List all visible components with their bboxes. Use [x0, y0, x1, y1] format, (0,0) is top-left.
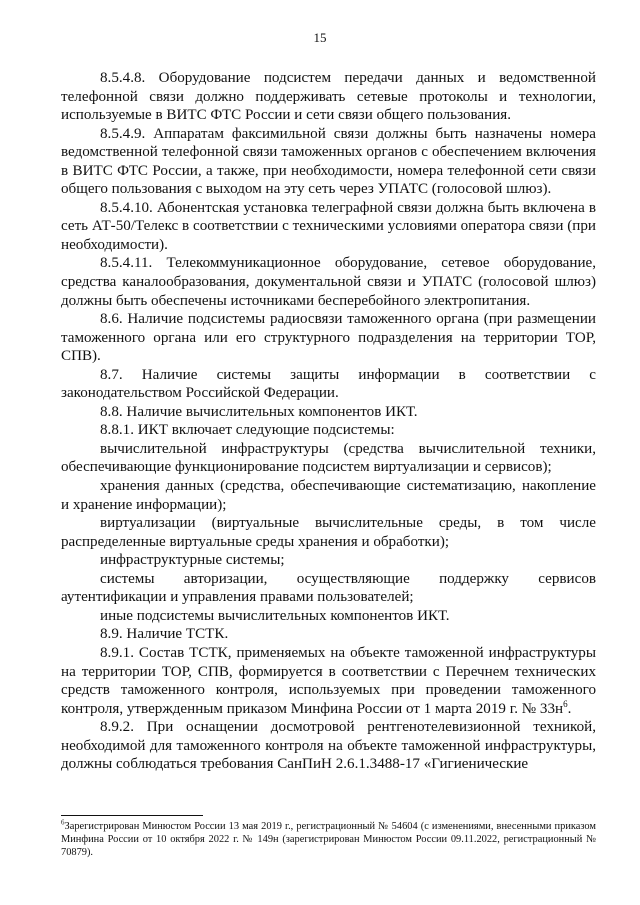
page-number: 15 [313, 30, 327, 45]
footnote-reference: 6 [563, 698, 568, 709]
paragraph-8-6: 8.6. Наличие подсистемы радиосвязи таможенного органа (при размещении таможенного органа или его структурного подразделения на территории ТОР, СПВ). [61, 311, 596, 365]
paragraph-8-8-1: 8.8.1. ИКТ включает следующие подсистемы: [100, 422, 395, 439]
footnote-text: Зарегистрирован Минюстом России 13 мая 2019 г., регистрационный № 54604 (с изменениями, внесенными приказом Минфина России от 10 октября 2022 г. № 149н (зарегистрирован Минюстом России 09.11.2022, регистрационный № 70879). [61, 821, 596, 858]
paragraph-8-9-1: 8.9.1. Состав ТСТК, применяемых на объекте таможенной инфраструктуры на территории ТОР, СПВ, формируется в соответствии с Перечнем технических средств таможенного контроля, используемых при проведении таможенного контроля, утвержденным приказом Минфина России от 1 марта 2019 г. № 33н$^6$. [61, 644, 596, 717]
paragraph-8-5-4-8: 8.5.4.8. Оборудование подсистем передачи данных и ведомственной телефонной связи должно поддерживать сетевые протоколы и технологии, используемые в ВИТС ФТС России и сети связи общего пользования. [61, 70, 596, 124]
paragraph-8-9-1-text: 8.9.1. Состав ТСТК, применяемых на объекте таможенной инфраструктуры на территории ТОР, СПВ, формируется в соответствии с Перечнем технических средств таможенного контроля, используемых при проведении таможенного контроля, утвержденным приказом Минфина России от 1 марта 2019 г. № 33н [61, 644, 596, 717]
list-item-other: иные подсистемы вычислительных компонентов ИКТ. [100, 607, 450, 624]
paragraph-8-7: 8.7. Наличие системы защиты информации в соответствии с законодательством Российской Федерации. [61, 366, 596, 402]
paragraph-8-5-4-10: 8.5.4.10. Абонентская установка телеграфной связи должна быть включена в сеть АТ-50/Телекс в соответствии с техническими условиями оператора связи (при необходимости). [61, 199, 596, 253]
list-item-storage: хранения данных (средства, обеспечивающие систематизацию, накопление и хранение информации); [61, 478, 596, 513]
paragraph-8-5-4-11: 8.5.4.11. Телекоммуникационное оборудование, сетевое оборудование, средства каналообразования, документальной связи и УПАТС (голосовой шлюз) должны быть обеспечены источниками бесперебойного электропитания. [61, 255, 596, 309]
footnote-marker: 6 [61, 818, 65, 827]
paragraph-8-9: 8.9. Наличие ТСТК. [100, 626, 229, 643]
paragraph-8-5-4-9: 8.5.4.9. Аппаратам факсимильной связи должны быть назначены номера ведомственной телефонной связи таможенных органов с обеспечением включения в ВИТС ФТС России, а также, при необходимости, номера телефонной сети связи общего пользования с выходом на эту сеть через УПАТС (голосовой шлюз). [61, 125, 596, 198]
paragraph-8-9-2: 8.9.2. При оснащении досмотровой рентгенотелевизионной техникой, необходимой для таможенного контроля на объекте таможенной инфраструктуры, должны соблюдаться требования СанПиН 2.6.1.3488-17 «Гигиенические [61, 719, 596, 773]
paragraph-8-8: 8.8. Наличие вычислительных компонентов ИКТ. [100, 403, 418, 420]
list-item-infrastructure: инфраструктурные системы; [100, 552, 285, 569]
document-body [61, 69, 596, 774]
list-item-authorization: системы авторизации, осуществляющие поддержку сервисов аутентификации и управления правами пользователей; [61, 570, 596, 606]
list-item-computing: вычислительной инфраструктуры (средства вычислительной техники, обеспечивающие функционирование подсистем виртуализации и сервисов); [61, 440, 596, 476]
footnote [61, 820, 596, 859]
footnote-divider [61, 815, 203, 816]
list-item-virtualization: виртуализации (виртуальные вычислительные среды, в том числе распределенные виртуальные среды хранения и обработки); [61, 515, 596, 550]
